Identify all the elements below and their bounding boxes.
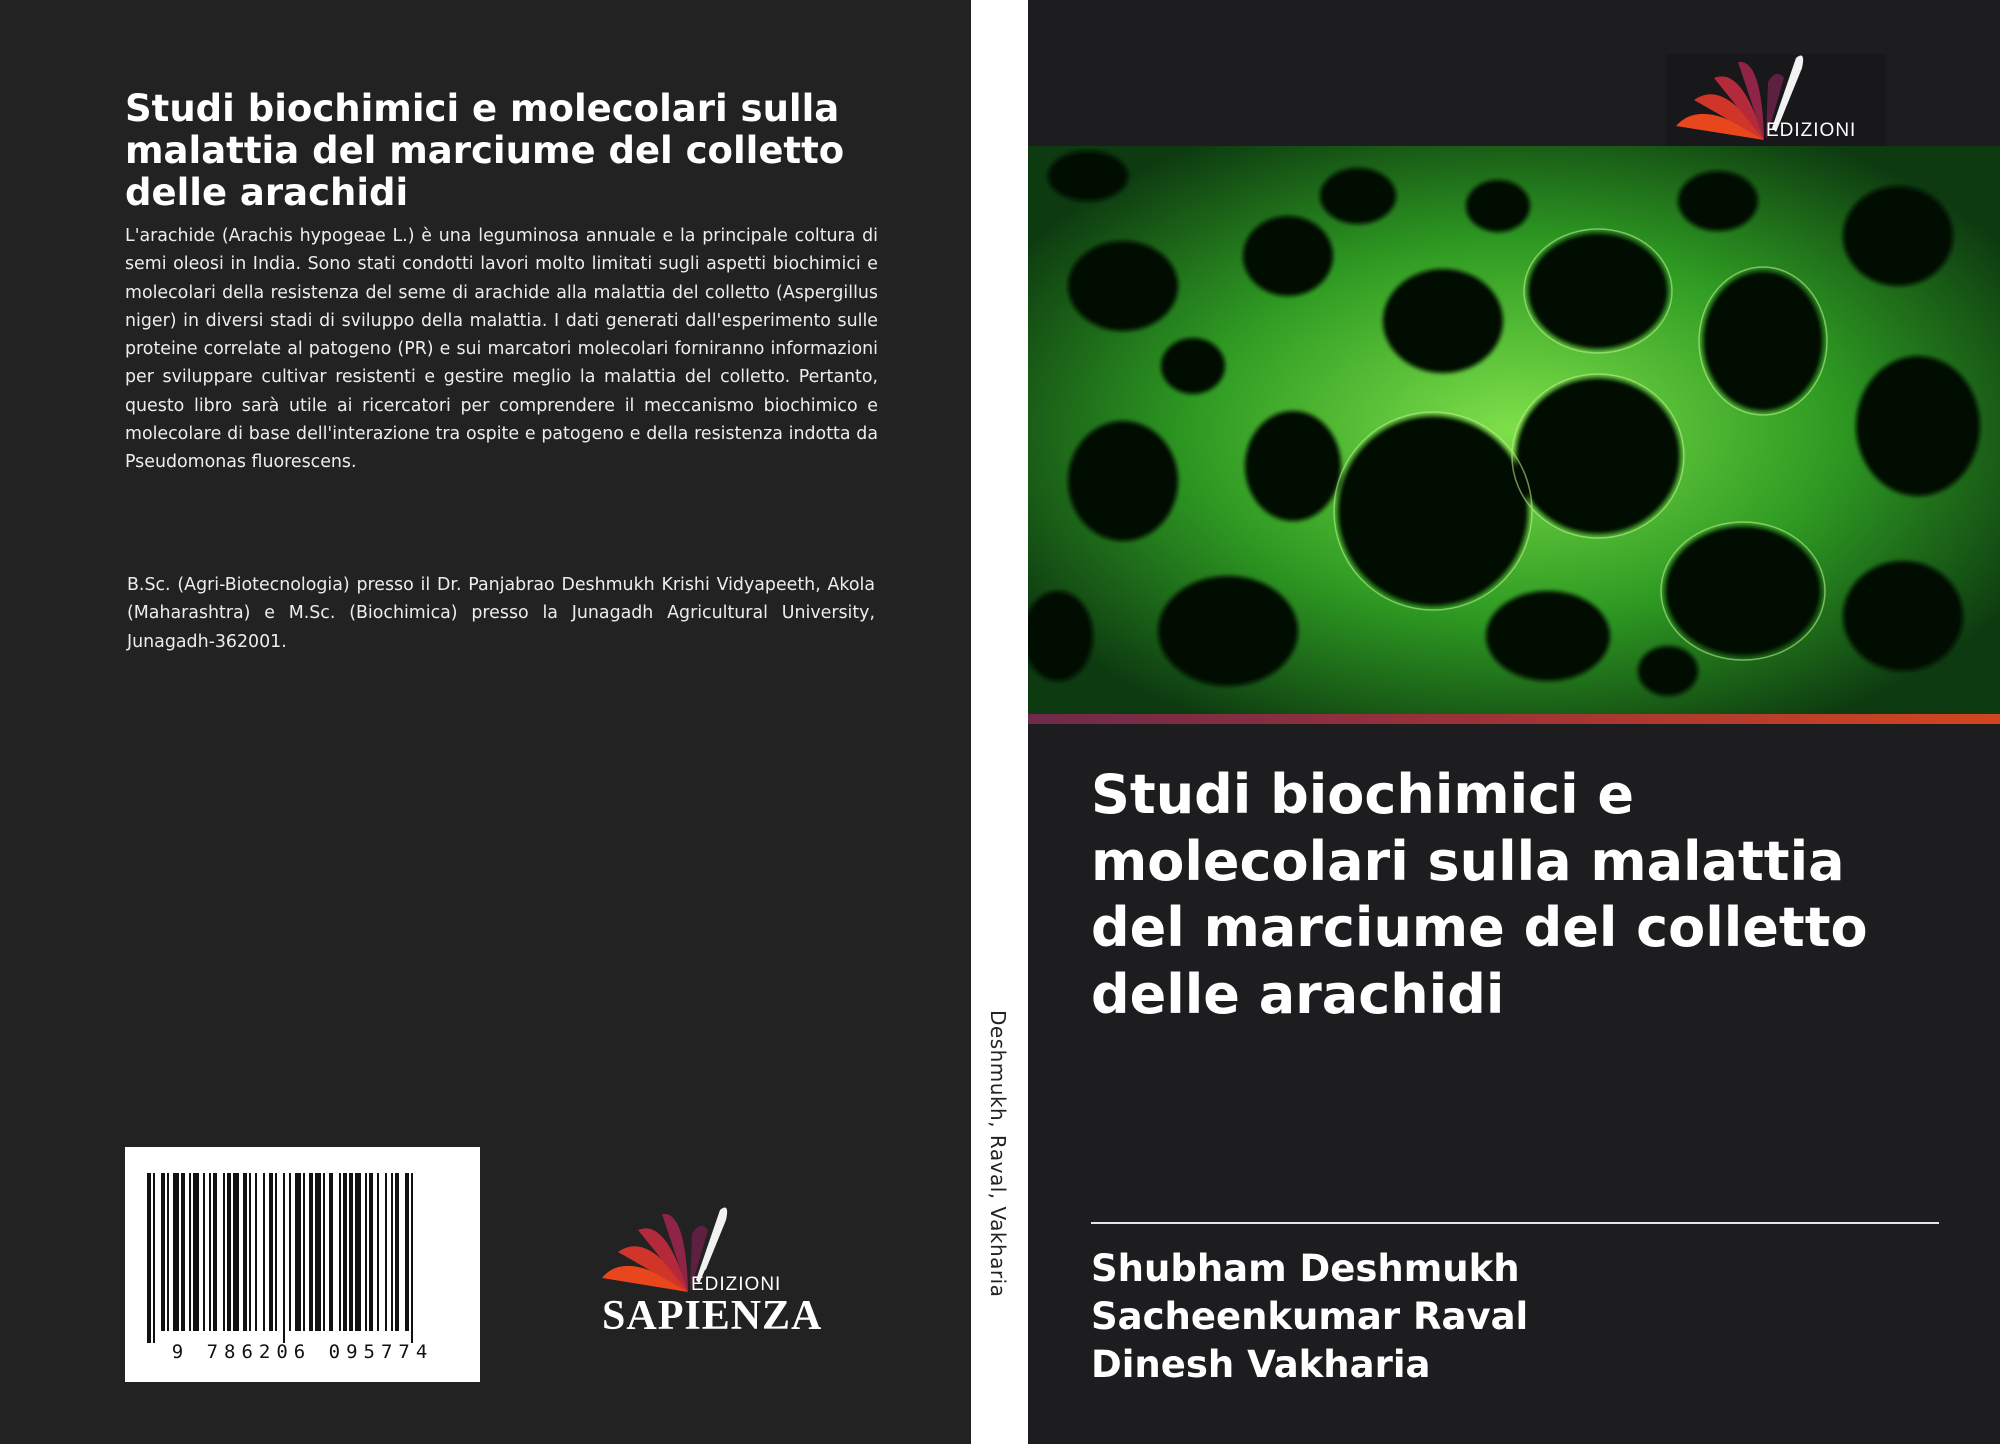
barcode-bar bbox=[391, 1173, 393, 1331]
isbn-number: 9 786206 095774 bbox=[171, 1341, 434, 1363]
barcode-bar bbox=[173, 1173, 179, 1331]
barcode-bar bbox=[203, 1173, 205, 1331]
barcode-bar bbox=[223, 1173, 225, 1331]
barcode-bar bbox=[323, 1173, 325, 1331]
spine-authors: Deshmukh, Raval, Vakharia bbox=[986, 1010, 1010, 1298]
barcode-bar bbox=[315, 1173, 321, 1331]
barcode-bar bbox=[283, 1173, 285, 1343]
author-name: Shubham Deshmukh bbox=[1091, 1247, 1520, 1290]
barcode-bar bbox=[193, 1173, 199, 1331]
barcode-bar bbox=[249, 1173, 251, 1331]
barcode-bar bbox=[213, 1173, 217, 1331]
barcode-bar bbox=[275, 1173, 277, 1331]
barcode-bar bbox=[343, 1173, 347, 1331]
barcode-bar bbox=[255, 1173, 257, 1331]
barcode-bar bbox=[395, 1173, 399, 1331]
publisher-edizioni-label: EDIZIONI bbox=[691, 1274, 782, 1295]
barcode-bar bbox=[167, 1173, 169, 1331]
isbn-barcode bbox=[125, 1147, 480, 1382]
barcode-bar bbox=[161, 1173, 165, 1331]
author-list bbox=[1091, 1245, 1528, 1389]
barcode-bar bbox=[243, 1173, 247, 1331]
barcode-bar bbox=[181, 1173, 185, 1331]
accent-stripe bbox=[1028, 714, 2000, 724]
barcode-bar bbox=[339, 1173, 341, 1331]
barcode-bar bbox=[147, 1173, 151, 1343]
author-name: Sacheenkumar Raval bbox=[1091, 1295, 1529, 1338]
barcode-bar bbox=[289, 1173, 291, 1331]
barcode-bar bbox=[269, 1173, 273, 1331]
publisher-edizioni-label: EDIZIONI bbox=[1766, 120, 1857, 141]
barcode-bar bbox=[263, 1173, 265, 1331]
publisher-name-label: SAPIENZA bbox=[602, 1293, 823, 1339]
barcode-bar bbox=[411, 1173, 413, 1343]
barcode-bar bbox=[405, 1173, 409, 1331]
back-cover-description: L'arachide (Arachis hypogeae L.) è una leguminosa annuale e la principale coltura di semi oleosi in India. Sono stati condotti lavori molto limitati sugli aspetti biochimici e molecolari della resistenza del seme di arachide alla malattia del colletto (Aspergillus niger) in diversi stadi di sviluppo della malattia. I dati generati dall'esperimento sulle proteine correlate al patogeno (PR) e sui marcatori molecolari forniranno informazioni per sviluppare cultivar resistenti e gestire meglio la malattia del colletto. Pertanto, questo libro sarà utile ai ricercatori per comprendere il meccanismo biochimico e molecolare di base dell'interazione tra ospite e patogeno e della resistenza indotta da Pseudomonas fluorescens. bbox=[125, 226, 878, 473]
back-cover-title: Studi biochimici e molecolari sulla malattia del marciume del colletto delle arachidi bbox=[125, 87, 845, 214]
barcode-bar bbox=[153, 1173, 155, 1343]
barcode-bar bbox=[189, 1173, 191, 1331]
barcode-bar bbox=[355, 1173, 361, 1331]
barcode-bar bbox=[209, 1173, 211, 1331]
title-divider bbox=[1091, 1222, 1939, 1224]
barcode-bar bbox=[377, 1173, 379, 1331]
barcode-bar bbox=[309, 1173, 313, 1331]
front-cover-title: Studi biochimici e molecolari sulla malattia del marciume del colletto delle arachidi bbox=[1091, 763, 1868, 1026]
cover-illustration-cell-network bbox=[1028, 146, 2000, 714]
barcode-bar bbox=[349, 1173, 353, 1331]
barcode-bar bbox=[227, 1173, 231, 1331]
barcode-bar bbox=[295, 1173, 301, 1331]
barcode-bar bbox=[303, 1173, 305, 1331]
barcode-bar bbox=[233, 1173, 239, 1331]
barcode-bar bbox=[385, 1173, 387, 1331]
author-bio: B.Sc. (Agri-Biotecnologia) presso il Dr. Panjabrao Deshmukh Krishi Vidyapeeth, Akola (Maharashtra) e M.Sc. (Biochimica) presso la Junagadh Agricultural University, Junagadh-362001. bbox=[127, 575, 875, 652]
barcode-bar bbox=[369, 1173, 373, 1331]
barcode-bar bbox=[329, 1173, 333, 1331]
barcode-bar bbox=[365, 1173, 367, 1331]
publisher-logo-back bbox=[596, 1200, 823, 1340]
author-name: Dinesh Vakharia bbox=[1091, 1343, 1431, 1386]
